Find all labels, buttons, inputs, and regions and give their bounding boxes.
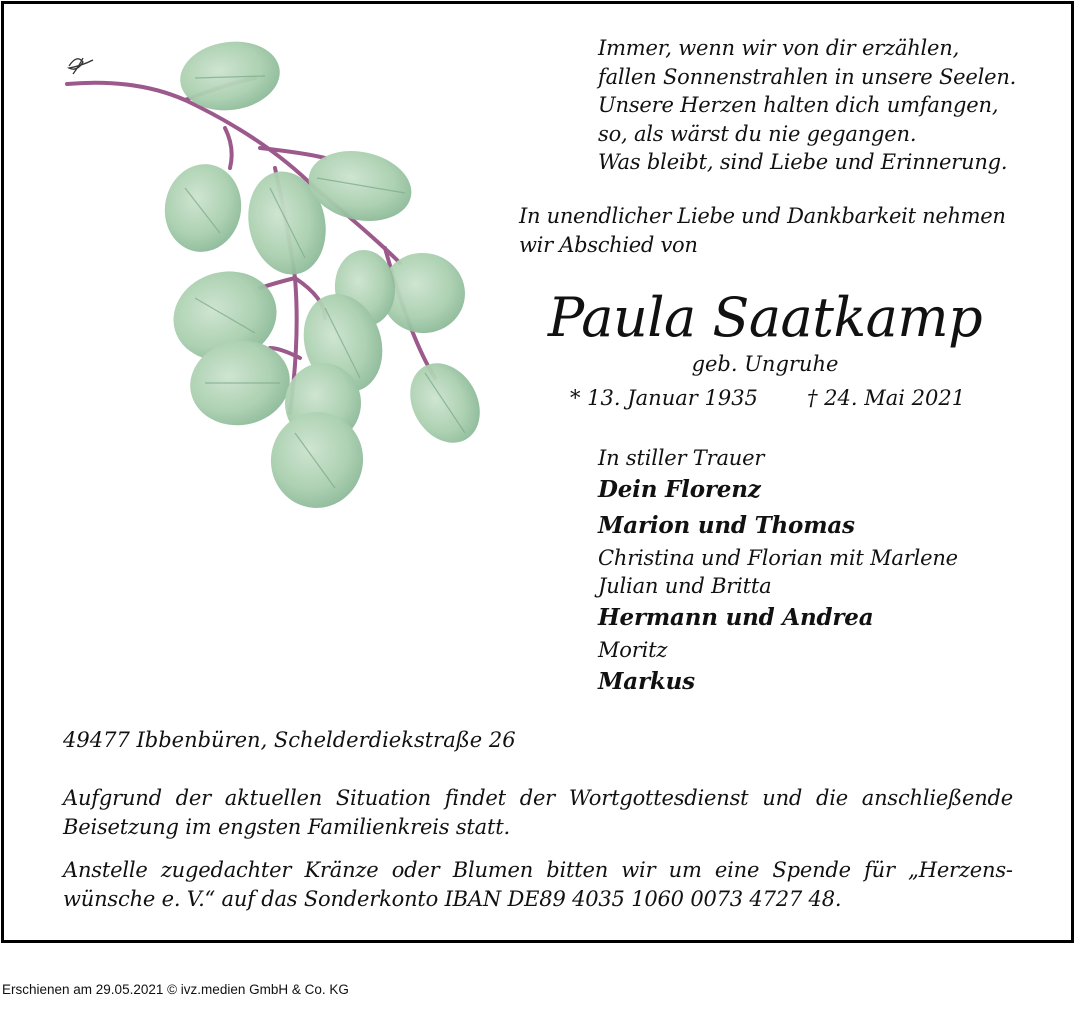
donation-notice: Anstelle zugedachter Kränze oder Blumen bitten wir um eine Spende für „Herzenswünsche e. V.“ auf das Sonderkonto IBAN DE89 4035 1060 0073 4727 48. (63, 858, 1013, 911)
mourner-family: Markus (598, 668, 695, 695)
publication-footer: Erschienen am 29.05.2021 © ivz.medien GmbH & Co. KG (2, 982, 349, 997)
death-date: † 24. Mai 2021 (807, 386, 966, 410)
intro-line: In unendlicher Liebe und Dankbarkeit nehmen (519, 204, 1006, 228)
poem-line: fallen Sonnenstrahlen in unsere Seelen. (598, 64, 1017, 89)
intro-line: wir Abschied von (519, 233, 698, 257)
mourner-family: Hermann und Andrea (598, 604, 874, 631)
birth-name: geb. Ungruhe (691, 352, 839, 376)
poem-line: Immer, wenn wir von dir erzählen, (598, 36, 960, 60)
mourner-children: Christina und Florian mit Marlene (598, 546, 958, 570)
poem-line: so, als wärst du nie gegangen. (598, 121, 917, 146)
mourners-list (598, 444, 1038, 700)
mourner-spouse: Dein Florenz (598, 476, 761, 503)
memorial-poem (598, 34, 1038, 177)
mourning-heading: In stiller Trauer (598, 446, 765, 470)
birth-date: * 13. Januar 1935 (570, 386, 758, 410)
life-dates (570, 386, 1040, 410)
farewell-intro (519, 202, 1039, 260)
mourner-children: Moritz (598, 638, 668, 662)
poem-line: Unsere Herzen halten dich umfangen, (598, 93, 999, 117)
eucalyptus-branch-illustration (55, 38, 495, 518)
deceased-name: Paula Saatkamp (547, 286, 983, 349)
mourner-children: Julian und Britta (598, 574, 772, 598)
service-notice: Aufgrund der aktuellen Situation findet der Wortgottesdienst und die anschließende Beisetzung im engsten Familienkreis statt. (63, 786, 1013, 839)
mourner-family: Marion und Thomas (598, 512, 855, 539)
poem-line: Was bleibt, sind Liebe und Erinnerung. (598, 150, 1008, 174)
family-address: 49477 Ibbenbüren, Schelderdiekstraße 26 (63, 728, 516, 752)
